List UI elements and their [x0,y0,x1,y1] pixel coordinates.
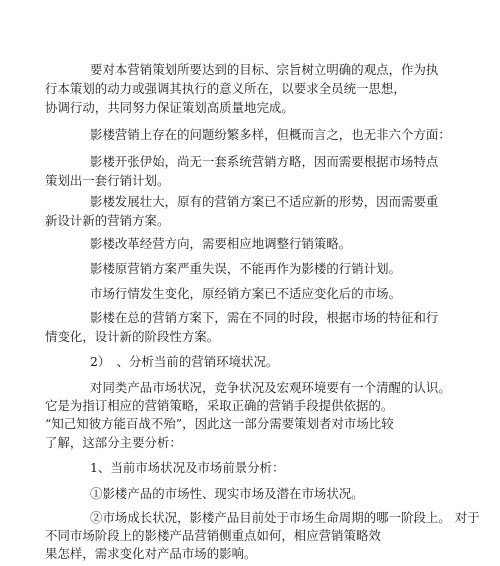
paragraph-line: 它是为指订相应的营销策略，采取正确的营销手段提供依据的。 [45,398,394,413]
paragraph-line: 影楼开张伊始，尚无一套系统营销方略，因而需要根据市场特点 [90,154,439,169]
paragraph-line: ②市场成长状况，影楼产品目前处于市场生命周期的哪一阶段上。 对于 [90,510,480,525]
paragraph-line: 影楼原营销方案严重失误，不能再作为影楼的行销计划。 [90,261,402,276]
paragraph-line: “知己知彼方能百战不殆”，因此这一部分需要策划者对市场比较 [45,416,394,431]
section-heading: 2） 、分析当前的营销环境状况。 [90,354,279,369]
paragraph-line: 果怎样，需求变化对产品市场的影响。 [45,546,257,561]
paragraph-line: 不同市场阶段上的影楼产品营销侧重点如何，相应营销策略效 [45,528,381,543]
paragraph-line: 对同类产品市场状况，竞争状况及宏观环境要有一个清醒的认识。 [90,380,451,395]
paragraph-line: 了解，这部分主要分析： [45,435,182,450]
paragraph-line: 影楼营销上存在的问题纷繁多样，但概而言之，也无非六个方面： [90,127,451,142]
paragraph-line: 影楼在总的营销方案下，需在不同的时段，根据市场的特征和行 [90,310,439,325]
paragraph-line: 市场行情发生变化，原经销方案已不适应变化后的市场。 [90,286,402,301]
paragraph-line: ①影楼产品的市场性、现实市场及潜在市场状况。 [90,486,364,501]
paragraph-line: 影楼改革经营方向，需要相应地调整行销策略。 [90,236,352,251]
paragraph-line: 行本策划的动力或强调其执行的意义所在，以要求全员统一思想， [45,81,406,96]
paragraph-line: 情变化，设计新的阶段性方案。 [45,329,220,344]
paragraph-line: 影楼发展壮大，原有的营销方案已不适应新的形势，因而需要重 [90,194,439,209]
paragraph-line: 要对本营销策划所要达到的目标、宗旨树立明确的观点，作为执 [90,62,439,77]
subsection-heading: 1、当前市场状况及市场前景分析： [90,460,285,475]
paragraph-line: 策划出一套行销计划。 [45,173,170,188]
paragraph-line: 新设计新的营销方案。 [45,213,170,228]
paragraph-line: 协调行动，共同努力保证策划高质量地完成。 [45,100,294,115]
